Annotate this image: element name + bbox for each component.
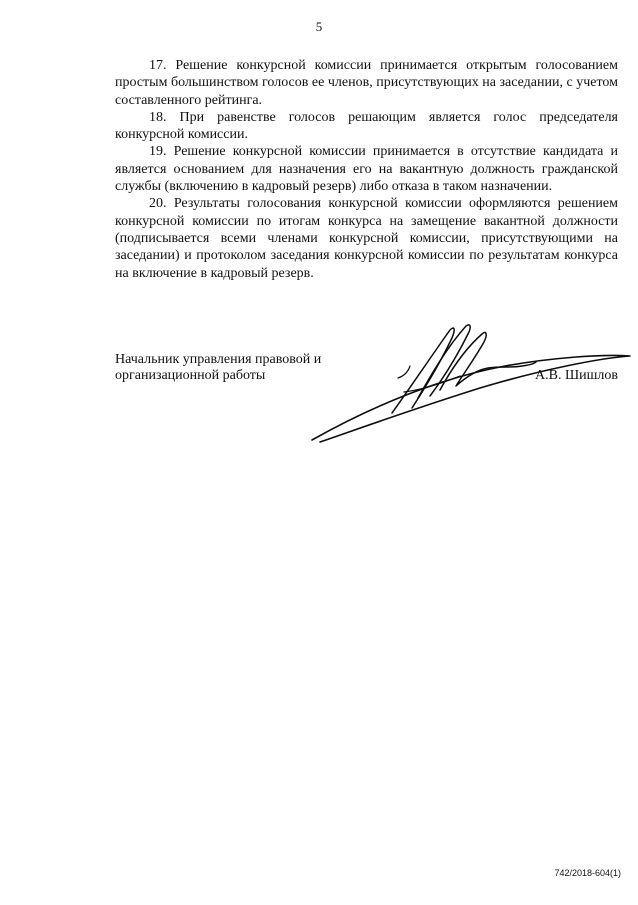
handwritten-signature (300, 318, 635, 446)
signatory-name: А.В. Шишлов (535, 368, 618, 383)
signatory-position-title: Начальник управления правовой и организационной работы (115, 352, 322, 383)
document-code: 742/2018-604(1) (554, 868, 621, 878)
paragraph-20: 20. Результаты голосования конкурсной комиссии оформляются решением конкурсной комиссии по итогам конкурса на замещение вакантной должности (подписывается всеми членами конкурсной комиссии, присутствующими на заседании) и протоколом заседания конкурсной комиссии по результатам конкурса на включение в кадровый резерв. (115, 196, 618, 281)
paragraph-17: 17. Решение конкурсной комиссии принимается открытым голосованием простым большинством голосов ее членов, присутствующих на заседании, с учетом составленного рейтинга. (115, 58, 618, 108)
document-body (115, 57, 618, 282)
paragraph-18: 18. При равенстве голосов решающим является голос председателя конкурсной комиссии. (115, 109, 618, 143)
paragraph-19: 19. Решение конкурсной комиссии принимается в отсутствие кандидата и является основанием для назначения его на вакантную должность гражданской службы (включению в кадровый резерв) либо отказа в таком назначении. (115, 144, 618, 195)
page-number: 5 (315, 19, 323, 34)
